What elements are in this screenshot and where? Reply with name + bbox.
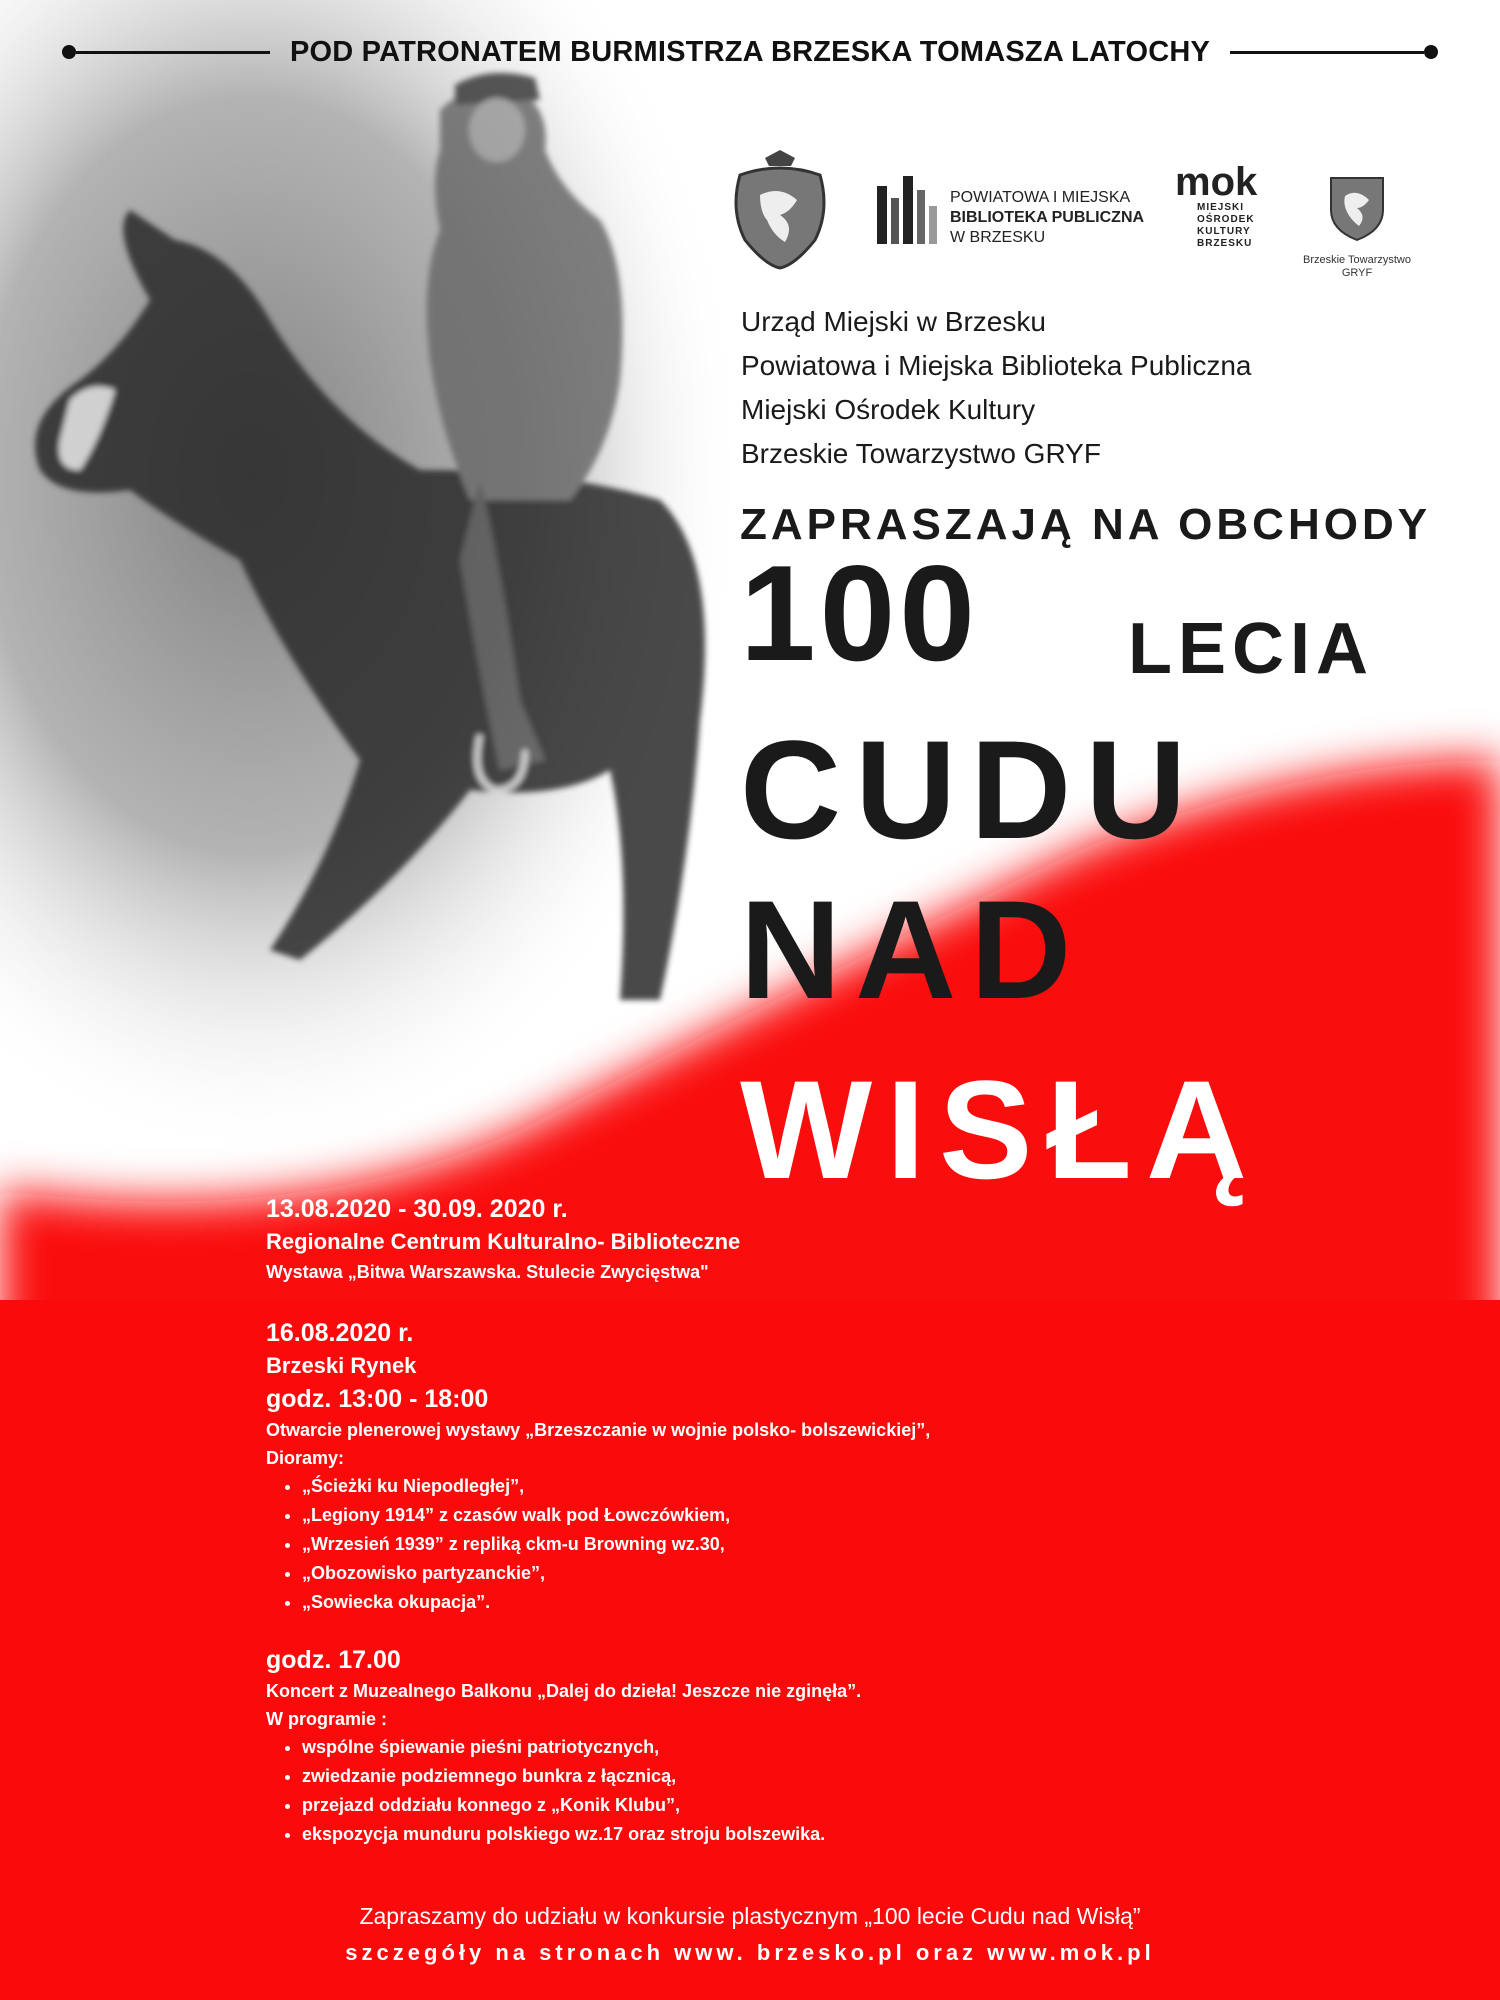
mok-logo-line1: MIEJSKI (1197, 202, 1245, 213)
event2-place: Brzeski Rynek (266, 1353, 417, 1378)
brzesko-coat-of-arms-icon (725, 150, 835, 270)
event3-description: Koncert z Muzealnego Balkonu „Dalej do dzieła! Jeszcze nie zginęła”. (266, 1681, 862, 1701)
event1-place: Regionalne Centrum Kulturalno- Biblioteczne (266, 1229, 741, 1254)
mok-logo (1175, 162, 1285, 250)
contest-note: Zapraszamy do udziału w konkursie plastycznym „100 lecie Cudu nad Wisłą” (359, 1903, 1141, 1929)
patronage-bar (62, 34, 1438, 70)
headline-wisla: WISŁĄ (740, 1051, 1262, 1208)
gryf-logo-line1: Brzeskie Towarzystwo (1303, 254, 1411, 266)
event2-time: godz. 13:00 - 18:00 (266, 1385, 489, 1413)
divider-line-left (76, 51, 270, 54)
mok-logo-line2: OŚRODEK (1197, 214, 1255, 225)
organizers-list (741, 300, 1251, 476)
organizer-1: Urząd Miejski w Brzesku (741, 306, 1046, 337)
program-list (266, 1733, 1416, 1849)
gryf-shield-icon (1327, 172, 1387, 242)
gryf-logo-line2: GRYF (1341, 267, 1373, 279)
details-note: szczegóły na stronach www. brzesko.pl oraz www.mok.pl (345, 1940, 1155, 1965)
library-logo-text (950, 188, 1144, 248)
organizer-3: Miejski Ośrodek Kultury (741, 394, 1036, 425)
headline-number: 100 (740, 537, 979, 689)
event3-time: godz. 17.00 (266, 1646, 401, 1674)
library-logo-line2: BIBLIOTEKA PUBLICZNA (950, 209, 1145, 226)
library-logo-line3: W BRZESKU (950, 229, 1046, 246)
list-item: • „Legiony 1914” z czasów walk pod Łowczówkiem, (302, 1501, 1416, 1530)
list-item: • „Sowiecka okupacja”. (302, 1588, 1416, 1617)
headline-cudu: CUDU (740, 711, 1201, 868)
event1-date: 13.08.2020 - 30.09. 2020 r. (266, 1195, 568, 1223)
bullet-dot-right (1424, 45, 1438, 59)
list-item: • „Obozowisko partyzanckie”, (302, 1559, 1416, 1588)
mok-logo-word: mok (1175, 160, 1258, 204)
bullet-dot-left (62, 45, 76, 59)
event-program (266, 1192, 1416, 1849)
list-item: • wspólne śpiewanie pieśni patriotycznych, (302, 1733, 1416, 1762)
library-logo-icon (877, 176, 937, 244)
gryf-logo-text (1297, 254, 1417, 280)
list-item: • ekspozycja munduru polskiego wz.17 oraz stroju bolszewika. (302, 1820, 1416, 1849)
patronage-text: POD PATRONATEM BURMISTRZA BRZESKA TOMASZA LATOCHY (289, 35, 1211, 68)
list-item: • „Ścieżki ku Niepodległej”, (302, 1472, 1416, 1501)
mok-logo-line4: BRZESKU (1197, 238, 1253, 249)
event2-description: Otwarcie plenerowej wystawy „Brzeszczanie w wojnie polsko- bolszewickiej”, (266, 1420, 931, 1440)
headline-lecia: LECIA (1128, 609, 1374, 689)
headline-nad: NAD (740, 871, 1086, 1028)
invite-heading: ZAPRASZAJĄ NA OBCHODY (740, 500, 1432, 549)
list-item: • zwiedzanie podziemnego bunkra z łącznicą, (302, 1762, 1416, 1791)
library-logo-line1: POWIATOWA I MIEJSKA (950, 189, 1131, 206)
list-item: • przejazd oddziału konnego z „Konik Klubu”, (302, 1791, 1416, 1820)
event2-date: 16.08.2020 r. (266, 1319, 414, 1347)
divider-line-right (1230, 51, 1424, 54)
partner-logos (725, 150, 1445, 290)
list-item: • „Wrzesień 1939” z repliką ckm-u Browning wz.30, (302, 1530, 1416, 1559)
organizer-4: Brzeskie Towarzystwo GRYF (741, 438, 1101, 469)
event1-description: Wystawa „Bitwa Warszawska. Stulecie Zwycięstwa" (266, 1262, 709, 1282)
mok-logo-line3: KULTURY (1197, 226, 1251, 237)
event3-subheading: W programie : (266, 1709, 388, 1729)
diorama-list (266, 1472, 1416, 1617)
organizer-2: Powiatowa i Miejska Biblioteka Publiczna (741, 350, 1252, 381)
event2-subheading: Dioramy: (266, 1448, 345, 1468)
